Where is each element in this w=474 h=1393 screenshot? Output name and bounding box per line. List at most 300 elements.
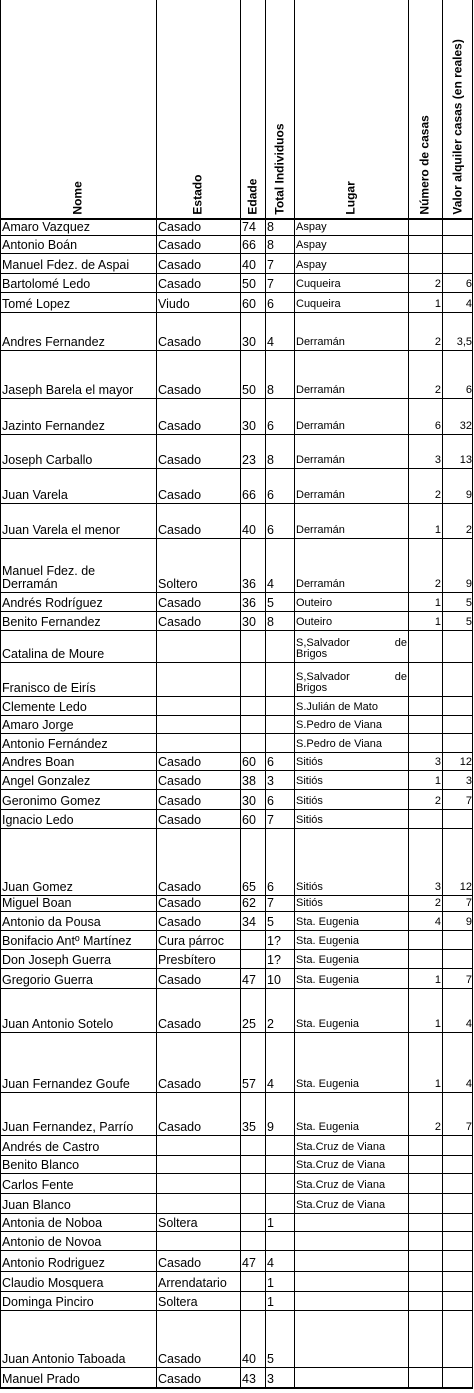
cell-total: 3 xyxy=(267,1371,274,1386)
cell-nome: Amaro Vazquez xyxy=(2,219,91,234)
grid-hline xyxy=(0,350,473,351)
cell-valor xyxy=(442,930,473,949)
cell-lugar: Sta.Cruz de Viana xyxy=(296,1159,386,1172)
cell-nome: Gregorio Guerra xyxy=(2,972,94,987)
cell-num xyxy=(408,1173,442,1193)
cell-total xyxy=(265,662,294,696)
grid-hline xyxy=(0,1387,473,1389)
cell-estado: Casado xyxy=(158,972,202,987)
grid-hline xyxy=(0,828,473,829)
cell-lugar: Derramán xyxy=(296,420,345,433)
cell-valor xyxy=(442,1213,473,1231)
cell-lugar: Cuqueira xyxy=(296,298,341,311)
cell-lugar: Derramán xyxy=(296,524,345,537)
grid-hline xyxy=(0,696,473,697)
cell-estado: Casado xyxy=(158,914,202,929)
cell-lugar: Sitiós xyxy=(296,897,323,910)
grid-hline xyxy=(0,911,473,912)
cell-nome: Juan Fernandez, Parrío xyxy=(2,1119,134,1134)
grid-hline xyxy=(0,789,473,790)
cell-estado xyxy=(156,1135,240,1155)
cell-valor: 7 xyxy=(465,974,472,987)
cell-edade xyxy=(240,662,265,696)
cell-nome: Juan Varela el menor xyxy=(2,522,120,537)
cell-edade xyxy=(240,1135,265,1155)
cell-num: 1 xyxy=(434,524,441,537)
cell-edade: 62 xyxy=(242,895,256,910)
cell-nome: Andres Boan xyxy=(2,754,75,769)
cell-total xyxy=(265,733,294,752)
cell-lugar: Sta.Cruz de Viana xyxy=(296,1141,386,1154)
cell-num: 1 xyxy=(434,1018,441,1031)
cell-nome: Antonio Fernández xyxy=(2,736,108,751)
cell-valor: 9 xyxy=(465,489,472,502)
cell-estado: Viudo xyxy=(158,296,190,311)
cell-total: 10 xyxy=(267,972,281,987)
cell-valor: 4 xyxy=(465,1078,472,1091)
cell-edade: 40 xyxy=(242,257,256,272)
cell-valor xyxy=(442,696,473,715)
cell-total: 7 xyxy=(267,812,274,827)
cell-nome: Dominga Pinciro xyxy=(2,1294,94,1309)
header-lugar-label: Lugar xyxy=(343,181,358,215)
cell-lugar: Sta. Eugenia xyxy=(296,954,359,967)
cell-edade: 40 xyxy=(242,522,256,537)
grid-hline xyxy=(0,1032,473,1033)
cell-edade: 38 xyxy=(242,773,256,788)
grid-hline xyxy=(0,592,473,593)
grid-hline xyxy=(0,1135,473,1136)
header-valor xyxy=(442,0,473,218)
cell-estado: Casado xyxy=(158,487,202,502)
grid-vline xyxy=(240,0,241,1387)
cell-estado: Cura párroc xyxy=(158,933,224,948)
cell-total: 8 xyxy=(267,382,274,397)
cell-valor: 5 xyxy=(465,597,472,610)
header-total-label: Total Individuos xyxy=(271,123,286,215)
cell-num xyxy=(408,930,442,949)
grid-hline xyxy=(0,1231,473,1232)
cell-edade: 47 xyxy=(242,1255,256,1270)
cell-valor xyxy=(442,1155,473,1173)
cell-nome: Joseph Carballo xyxy=(2,452,93,467)
cell-valor: 5 xyxy=(465,616,472,629)
grid-hline xyxy=(0,503,473,504)
cell-lugar: S.Pedro de Viana xyxy=(296,738,383,751)
grid-vline xyxy=(265,0,266,1387)
grid-vline xyxy=(156,0,157,1387)
cell-total: 6 xyxy=(267,296,274,311)
cell-lugar xyxy=(294,1271,408,1291)
cell-nome: Carlos Fente xyxy=(2,1177,74,1192)
cell-edade: 47 xyxy=(242,972,256,987)
cell-valor: 12 xyxy=(459,756,472,769)
grid-hline xyxy=(0,538,473,539)
cell-nome: Andrés Rodríguez xyxy=(2,595,103,610)
cell-num: 2 xyxy=(434,278,441,291)
cell-valor: 4 xyxy=(465,298,472,311)
cell-valor xyxy=(442,715,473,733)
cell-edade: 74 xyxy=(242,219,256,234)
cell-edade xyxy=(240,1231,265,1250)
cell-total: 2 xyxy=(267,1016,274,1031)
cell-edade: 35 xyxy=(242,1119,256,1134)
cell-num xyxy=(408,630,442,662)
cell-estado: Casado xyxy=(158,614,202,629)
grid-hline xyxy=(0,630,473,631)
cell-total: 6 xyxy=(267,879,274,894)
cell-estado: Casado xyxy=(158,452,202,467)
cell-total: 6 xyxy=(267,418,274,433)
cell-estado xyxy=(156,1155,240,1173)
cell-estado xyxy=(156,696,240,715)
cell-num xyxy=(408,715,442,733)
cell-lugar xyxy=(294,1310,408,1367)
cell-edade: 30 xyxy=(242,793,256,808)
cell-total xyxy=(265,630,294,662)
cell-edade: 66 xyxy=(242,237,256,252)
grid-hline xyxy=(0,218,473,220)
grid-hline xyxy=(0,1155,473,1156)
cell-nome: Amaro Jorge xyxy=(2,717,74,732)
grid-hline xyxy=(0,434,473,435)
cell-num xyxy=(408,696,442,715)
cell-total xyxy=(265,1231,294,1250)
cell-lugar: Derramán xyxy=(296,384,345,397)
cell-total: 1? xyxy=(267,933,281,948)
cell-nome: Clemente Ledo xyxy=(2,699,87,714)
grid-vline xyxy=(442,0,443,1387)
cell-estado: Casado xyxy=(158,1119,202,1134)
cell-total: 5 xyxy=(267,914,274,929)
cell-estado: Casado xyxy=(158,237,202,252)
cell-estado: Casado xyxy=(158,1351,202,1366)
cell-estado: Casado xyxy=(158,812,202,827)
cell-num xyxy=(408,1367,442,1387)
cell-lugar xyxy=(294,1367,408,1387)
cell-nome: Juan Fernandez Goufe xyxy=(2,1076,130,1091)
cell-valor xyxy=(442,1367,473,1387)
cell-edade: 30 xyxy=(242,614,256,629)
cell-total: 8 xyxy=(267,614,274,629)
cell-lugar: Sitiós xyxy=(296,775,323,788)
cell-estado: Casado xyxy=(158,257,202,272)
cell-num: 4 xyxy=(434,916,441,929)
cell-lugar: Aspay xyxy=(296,221,327,234)
cell-valor: 9 xyxy=(465,916,472,929)
cell-lugar: Aspay xyxy=(296,259,327,272)
cell-valor xyxy=(442,1135,473,1155)
cell-lugar: Sta. Eugenia xyxy=(296,974,359,987)
cell-total xyxy=(265,1135,294,1155)
cell-lugar: Sta. Eugenia xyxy=(296,1018,359,1031)
cell-valor xyxy=(442,235,473,253)
cell-lugar: Sitiós xyxy=(296,881,323,894)
header-edade-label: Edade xyxy=(244,178,259,215)
cell-estado: Casado xyxy=(158,1255,202,1270)
cell-num: 6 xyxy=(434,420,441,433)
cell-edade xyxy=(240,733,265,752)
cell-estado: Soltera xyxy=(158,1215,198,1230)
grid-vline xyxy=(472,0,473,1387)
cell-lugar: Sitiós xyxy=(296,814,323,827)
cell-total: 6 xyxy=(267,793,274,808)
cell-num: 2 xyxy=(434,1121,441,1134)
grid-hline xyxy=(0,468,473,469)
cell-nome: Manuel Fdez. de Derramán xyxy=(2,563,96,591)
grid-hline xyxy=(0,988,473,989)
cell-estado: Soltera xyxy=(158,1294,198,1309)
cell-num: 2 xyxy=(434,384,441,397)
cell-edade: 43 xyxy=(242,1371,256,1386)
cell-nome: Antonio da Pousa xyxy=(2,914,101,929)
cell-nome: Jaseph Barela el mayor xyxy=(2,382,134,397)
cell-lugar: Sta. Eugenia xyxy=(296,1078,359,1091)
cell-valor: 13 xyxy=(459,454,472,467)
cell-nome: Juan Varela xyxy=(2,487,68,502)
grid-hline xyxy=(0,752,473,753)
cell-total xyxy=(265,696,294,715)
cell-nome: Tomé Lopez xyxy=(2,296,71,311)
cell-edade xyxy=(240,1173,265,1193)
cell-estado: Casado xyxy=(158,1016,202,1031)
cell-total: 8 xyxy=(267,237,274,252)
cell-nome: Don Joseph Guerra xyxy=(2,952,112,967)
cell-num: 1 xyxy=(434,298,441,311)
header-num xyxy=(408,0,442,218)
cell-estado xyxy=(156,733,240,752)
cell-valor xyxy=(442,949,473,968)
header-lugar xyxy=(294,0,408,218)
cell-total: 1? xyxy=(267,952,281,967)
grid-hline xyxy=(0,1092,473,1093)
cell-estado: Casado xyxy=(158,773,202,788)
cell-total xyxy=(265,1155,294,1173)
cell-edade: 57 xyxy=(242,1076,256,1091)
cell-num xyxy=(408,1155,442,1173)
cell-nome: Manuel Fdez. de Aspai xyxy=(2,257,130,272)
cell-total: 1 xyxy=(267,1215,274,1230)
cell-num xyxy=(408,1231,442,1250)
cell-edade xyxy=(240,1155,265,1173)
cell-lugar xyxy=(294,1231,408,1250)
cell-estado: Casado xyxy=(158,522,202,537)
cell-valor xyxy=(442,1291,473,1310)
cell-estado: Casado xyxy=(158,276,202,291)
cell-edade: 30 xyxy=(242,334,256,349)
cell-lugar: Cuqueira xyxy=(296,278,341,291)
grid-hline xyxy=(0,930,473,931)
cell-lugar: S,Salvador de Brigos xyxy=(296,636,407,661)
cell-valor: 2 xyxy=(465,524,472,537)
cell-valor xyxy=(442,809,473,828)
cell-valor: 9 xyxy=(465,578,472,591)
cell-num: 3 xyxy=(434,454,441,467)
cell-valor: 7 xyxy=(465,897,472,910)
cell-nome: Ignacio Ledo xyxy=(2,812,74,827)
cell-edade xyxy=(240,715,265,733)
cell-num: 2 xyxy=(434,795,441,808)
cell-num xyxy=(408,218,442,235)
cell-lugar: Aspay xyxy=(296,239,327,252)
cell-lugar: Derramán xyxy=(296,489,345,502)
grid-hline xyxy=(0,1291,473,1292)
cell-lugar: Derramán xyxy=(296,454,345,467)
cell-valor xyxy=(442,1193,473,1213)
cell-valor: 32 xyxy=(459,420,472,433)
header-estado-label: Estado xyxy=(190,174,205,215)
cell-num xyxy=(408,1213,442,1231)
cell-nome: Franisco de Eirís xyxy=(2,680,96,695)
cell-lugar: Outeiro xyxy=(296,616,333,629)
grid-hline xyxy=(0,611,473,612)
cell-nome: Benito Blanco xyxy=(2,1157,80,1172)
cell-nome: Andres Fernandez xyxy=(2,334,105,349)
grid-hline xyxy=(0,809,473,810)
cell-estado: Arrendatario xyxy=(158,1275,227,1290)
header-edade xyxy=(240,0,265,218)
cell-total: 8 xyxy=(267,219,274,234)
grid-hline xyxy=(0,273,473,274)
cell-edade: 36 xyxy=(242,576,256,591)
cell-edade: 30 xyxy=(242,418,256,433)
cell-num: 2 xyxy=(434,336,441,349)
cell-estado xyxy=(156,1193,240,1213)
cell-nome: Juan Blanco xyxy=(2,1197,71,1212)
cell-nome: Jazinto Fernandez xyxy=(2,418,105,433)
cell-lugar: Sitiós xyxy=(296,795,323,808)
cell-nome: Juan Antonio Taboada xyxy=(2,1351,126,1366)
cell-num: 1 xyxy=(434,597,441,610)
cell-lugar: Sta. Eugenia xyxy=(296,935,359,948)
cell-nome: Juan Antonio Sotelo xyxy=(2,1016,114,1031)
grid-vline xyxy=(0,0,1,1387)
cell-num: 2 xyxy=(434,897,441,910)
cell-nome: Angel Gonzalez xyxy=(2,773,91,788)
cell-edade: 66 xyxy=(242,487,256,502)
cell-num: 2 xyxy=(434,489,441,502)
cell-edade: 60 xyxy=(242,812,256,827)
cell-total: 5 xyxy=(267,1351,274,1366)
cell-valor xyxy=(442,218,473,235)
grid-hline xyxy=(0,733,473,734)
cell-num: 3 xyxy=(434,756,441,769)
cell-valor xyxy=(442,630,473,662)
cell-nome: Antonio Boán xyxy=(2,237,78,252)
cell-valor: 3,5 xyxy=(456,336,472,349)
grid-vline xyxy=(408,0,409,1387)
cell-valor: 6 xyxy=(465,384,472,397)
cell-edade: 34 xyxy=(242,914,256,929)
cell-edade xyxy=(240,696,265,715)
cell-total: 7 xyxy=(267,895,274,910)
grid-hline xyxy=(0,1310,473,1311)
cell-total: 8 xyxy=(267,452,274,467)
grid-hline xyxy=(0,770,473,771)
cell-lugar xyxy=(294,1213,408,1231)
grid-hline xyxy=(0,1367,473,1368)
grid-hline xyxy=(0,895,473,896)
cell-valor xyxy=(442,1271,473,1291)
cell-total: 7 xyxy=(267,257,274,272)
cell-estado: Casado xyxy=(158,1371,202,1386)
cell-total xyxy=(265,1173,294,1193)
header-nome-label: Nome xyxy=(70,181,85,215)
cell-lugar: S,Salvador de Brigos xyxy=(296,670,407,695)
cell-valor xyxy=(442,662,473,696)
cell-estado: Casado xyxy=(158,595,202,610)
cell-num xyxy=(408,1271,442,1291)
cell-valor xyxy=(442,733,473,752)
header-valor-label: Valor alquiler casas (en reales) xyxy=(449,39,464,215)
cell-total: 7 xyxy=(267,276,274,291)
cell-edade: 40 xyxy=(242,1351,256,1366)
cell-lugar: Sta. Eugenia xyxy=(296,916,359,929)
grid-hline xyxy=(0,312,473,313)
cell-lugar: Derramán xyxy=(296,578,345,591)
cell-estado xyxy=(156,715,240,733)
cell-num: 3 xyxy=(434,881,441,894)
cell-nome: Antonia de Noboa xyxy=(2,1215,103,1230)
cell-lugar: Sta. Eugenia xyxy=(296,1121,359,1134)
cell-total: 1 xyxy=(267,1275,274,1290)
grid-vline xyxy=(294,0,295,1387)
cell-estado: Casado xyxy=(158,219,202,234)
cell-num xyxy=(408,1291,442,1310)
cell-nome: Antonio de Novoa xyxy=(2,1234,102,1249)
cell-edade xyxy=(240,930,265,949)
cell-num xyxy=(408,1193,442,1213)
cell-num: 2 xyxy=(434,578,441,591)
cell-nome: Manuel Prado xyxy=(2,1371,80,1386)
cell-estado: Casado xyxy=(158,334,202,349)
grid-hline xyxy=(0,398,473,399)
cell-lugar: Sta.Cruz de Viana xyxy=(296,1199,386,1212)
cell-num xyxy=(408,809,442,828)
cell-total: 3 xyxy=(267,773,274,788)
cell-valor xyxy=(442,1231,473,1250)
cell-estado xyxy=(156,1173,240,1193)
cell-num: 1 xyxy=(434,1078,441,1091)
cell-num: 1 xyxy=(434,616,441,629)
cell-estado: Soltero xyxy=(158,576,198,591)
cell-num xyxy=(408,1250,442,1271)
header-total xyxy=(265,0,294,218)
cell-valor xyxy=(442,253,473,273)
cell-total: 6 xyxy=(267,754,274,769)
cell-num: 1 xyxy=(434,775,441,788)
grid-hline xyxy=(0,1250,473,1251)
cell-edade: 50 xyxy=(242,382,256,397)
grid-hline xyxy=(0,1173,473,1174)
cell-total: 6 xyxy=(267,487,274,502)
cell-num xyxy=(408,662,442,696)
grid-hline xyxy=(0,1271,473,1272)
cell-valor xyxy=(442,1310,473,1367)
grid-hline xyxy=(0,235,473,236)
cell-estado: Casado xyxy=(158,382,202,397)
grid-hline xyxy=(0,1213,473,1214)
cell-edade: 50 xyxy=(242,276,256,291)
cell-nome: Geronimo Gomez xyxy=(2,793,101,808)
cell-total xyxy=(265,1193,294,1213)
cell-total: 6 xyxy=(267,522,274,537)
cell-num xyxy=(408,1135,442,1155)
cell-estado: Casado xyxy=(158,1076,202,1091)
cell-total: 4 xyxy=(267,334,274,349)
cell-valor: 12 xyxy=(459,881,472,894)
cell-valor: 7 xyxy=(465,795,472,808)
